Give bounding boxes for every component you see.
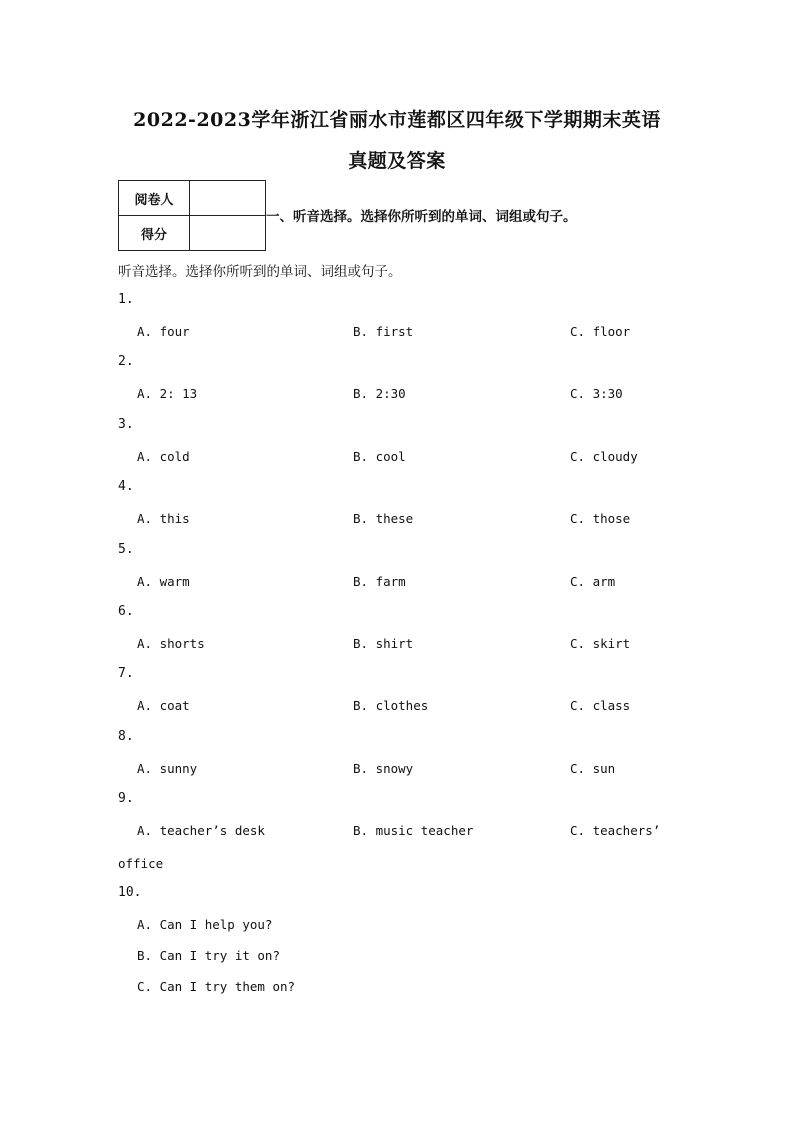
option-c-wrap: office	[118, 856, 164, 871]
option-c: C. those	[570, 511, 631, 526]
option-a: A. sunny	[137, 761, 198, 776]
option-a: A. warm	[137, 574, 190, 589]
page-title-line2: 真题及答案	[348, 150, 446, 172]
option-a: A. 2: 13	[137, 386, 198, 401]
option-c: C. arm	[570, 574, 616, 589]
option-c: C. 3:30	[570, 386, 623, 401]
option-b: B. these	[353, 511, 414, 526]
option-b: B. first	[353, 324, 414, 339]
option-b: B. 2:30	[353, 386, 406, 401]
option-a: A. coat	[137, 698, 190, 713]
reviewer-label: 阅卷人	[119, 181, 190, 216]
page-title: 2022-2023学年浙江省丽水市莲都区四年级下学期期末英语	[133, 109, 661, 131]
option-c: C. skirt	[570, 636, 631, 651]
option-b: B. farm	[353, 574, 406, 589]
option-b: B. snowy	[353, 761, 414, 776]
question-number: 1.	[118, 292, 134, 307]
question-number: 8.	[118, 729, 134, 744]
option-c: C. cloudy	[570, 449, 638, 464]
question-number: 3.	[118, 417, 134, 432]
question-number: 7.	[118, 666, 134, 681]
question-number: 6.	[118, 604, 134, 619]
option-c: C. Can I try them on?	[137, 979, 296, 994]
option-b: B. music teacher	[353, 823, 474, 838]
option-b: B. shirt	[353, 636, 414, 651]
option-a: A. cold	[137, 449, 190, 464]
option-a: A. four	[137, 324, 190, 339]
question-number: 9.	[118, 791, 134, 806]
reviewer-blank	[190, 181, 266, 216]
option-b: B. Can I try it on?	[137, 948, 280, 963]
score-blank	[190, 216, 266, 251]
option-c: C. floor	[570, 324, 631, 339]
section-heading: 一、听音选择。选择你所听到的单词、词组或句子。	[266, 209, 577, 225]
option-a: A. teacher’s desk	[137, 823, 265, 838]
option-c: C. sun	[570, 761, 616, 776]
question-number: 10.	[118, 885, 142, 900]
score-label: 得分	[119, 216, 190, 251]
option-b: B. clothes	[353, 698, 429, 713]
instruction-text: 听音选择。选择你所听到的单词、词组或句子。	[118, 264, 402, 280]
question-number: 2.	[118, 354, 134, 369]
question-number: 5.	[118, 542, 134, 557]
option-c: C. class	[570, 698, 631, 713]
option-c: C. teachers’	[570, 823, 661, 838]
option-a: A. this	[137, 511, 190, 526]
question-number: 4.	[118, 479, 134, 494]
option-b: B. cool	[353, 449, 406, 464]
score-table	[118, 180, 266, 251]
option-a: A. Can I help you?	[137, 917, 273, 932]
option-a: A. shorts	[137, 636, 205, 651]
